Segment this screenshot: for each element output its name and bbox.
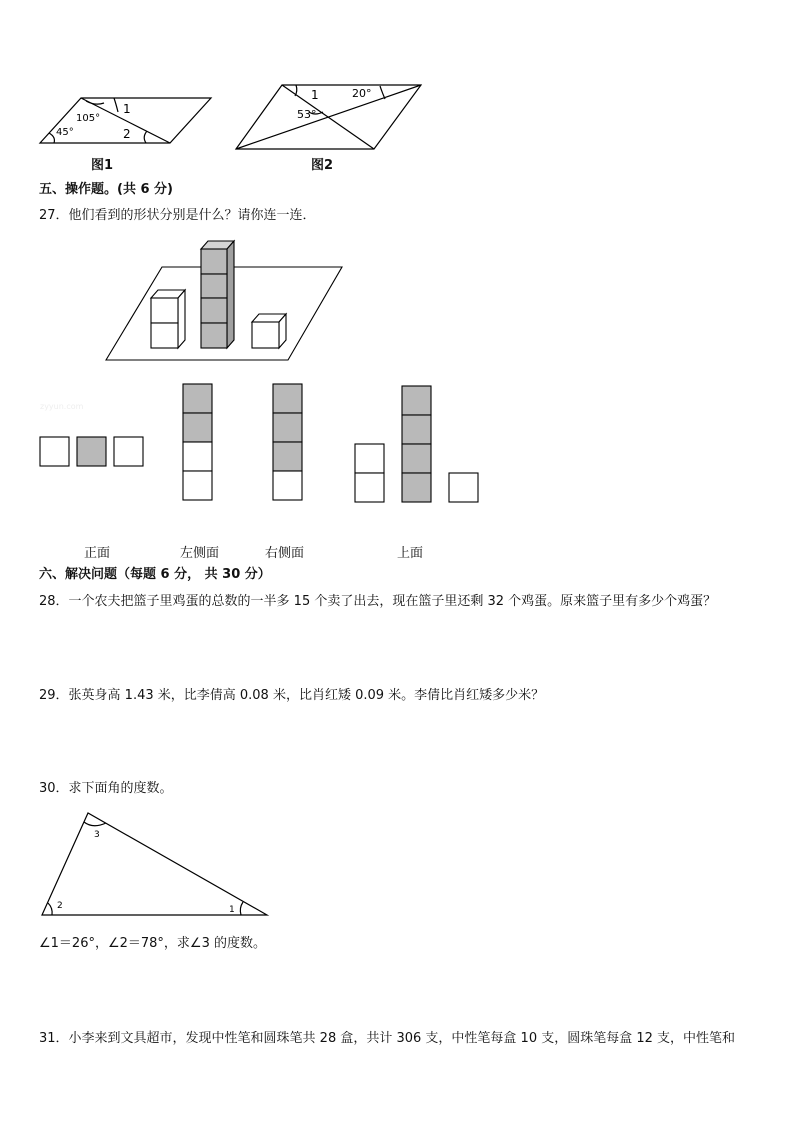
view-label-front: 正面 — [84, 546, 111, 561]
section-5-heading: 五、操作题。(共 6 分) — [39, 182, 173, 197]
question-28-text: 28．一个农夫把篮子里鸡蛋的总数的一半多 15 个卖了出去，现在篮子里还剩 32 个鸡蛋。原来篮子里有多少个鸡蛋？ — [39, 594, 717, 609]
fig2-angle-53: 53° — [297, 108, 317, 121]
question-30-text: 30．求下面角的度数。 — [39, 781, 173, 796]
fig1-caption: 图1 — [91, 158, 114, 173]
fig1-label-1: 1 — [123, 102, 131, 116]
question-31-text: 31．小李来到文具超市，发现中性笔和圆珠笔共 28 盒，共计 306 支，中性笔每盒 10 支，圆珠笔每盒 12 支，中性笔和 — [39, 1031, 736, 1046]
view-label-left: 左侧面 — [180, 546, 220, 561]
triangle-label-2: 2 — [57, 901, 63, 911]
question-29-text: 29．张英身高 1.43 米，比李倩高 0.08 米，比肖红矮 0.09 米。李倩比肖红矮多少米？ — [39, 688, 545, 703]
view-label-top: 上面 — [397, 546, 424, 561]
triangle-label-3: 3 — [94, 830, 100, 840]
triangle-label-1: 1 — [229, 905, 235, 915]
fig2-caption: 图2 — [311, 158, 334, 173]
triangle-outline — [42, 813, 267, 915]
arc-angle-3 — [84, 822, 106, 826]
section-6-heading: 六、解决问题（每题 6 分， 共 30 分） — [39, 567, 271, 582]
view-label-right: 右侧面 — [265, 546, 305, 561]
fig2-angle-20: 20° — [352, 87, 372, 100]
fig1-angle-105: 105° — [76, 113, 101, 124]
fig1-angle-45: 45° — [56, 127, 74, 138]
question-27-text: 27．他们看到的形状分别是什么？请你连一连． — [39, 208, 316, 223]
arc-angle-1 — [240, 902, 243, 915]
watermark: zyyun.com — [40, 402, 84, 411]
fig1-label-2: 2 — [123, 127, 131, 141]
fig2-label-1: 1 — [311, 88, 319, 102]
arc-angle-2 — [48, 903, 52, 915]
question-30-given: ∠1＝26°，∠2＝78°，求∠3 的度数。 — [39, 936, 266, 951]
